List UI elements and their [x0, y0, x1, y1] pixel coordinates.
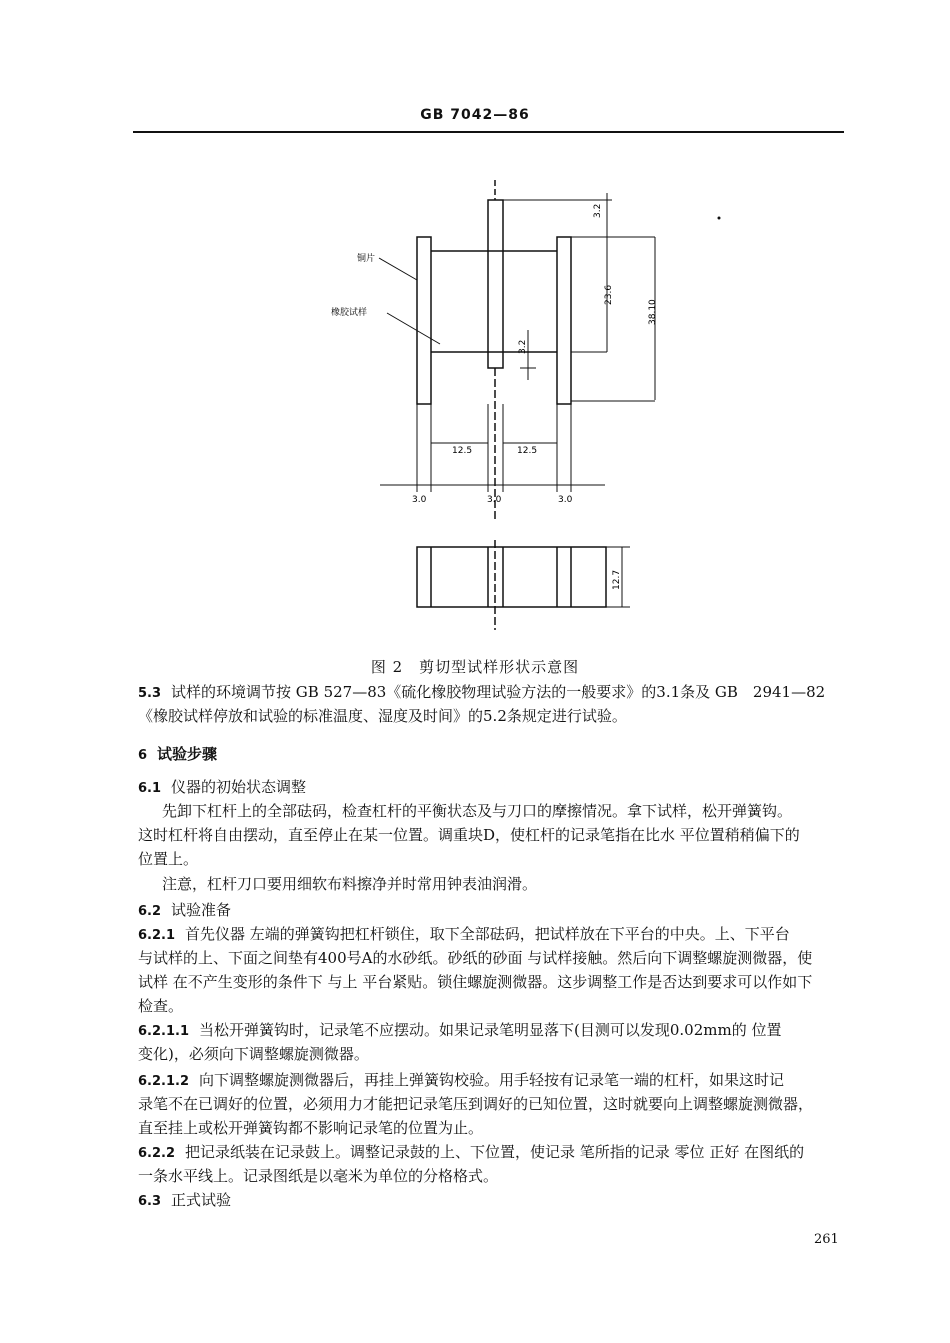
page-number: 261 — [814, 1232, 839, 1247]
dim-span-right: 12.5 — [517, 446, 538, 456]
para-6-1-line-3: 位置上。 — [138, 850, 199, 868]
dim-total: 38.10 — [648, 299, 658, 325]
dim-top: 3.2 — [593, 203, 603, 218]
dim-mid: 23.6 — [604, 284, 614, 305]
dim-gap: 3.2 — [518, 339, 528, 354]
dim-width: 12.7 — [612, 569, 622, 590]
para-6-1-line-1: 先卸下杠杆上的全部砝码，检查杠杆的平衡状态及与刀口的摩擦情况。拿下试样，松开弹簧钩。 — [162, 802, 793, 820]
para-6-1-note: 注意，杠杆刀口要用细软布料擦净并时常用钟表油润滑。 — [162, 875, 538, 893]
heading-6-3: 6.3 正式试验 — [138, 1191, 232, 1209]
dim-plate-right: 3.0 — [558, 495, 573, 505]
heading-6: 6 试验步骤 — [138, 745, 218, 763]
left-copper-plate — [417, 237, 431, 404]
para-6-2-2-line-2: 一条水平线上。记录图纸是以毫米为单位的分格格式。 — [138, 1167, 499, 1185]
para-6-2-1-line-1: 6.2.1 首先仪器 左端的弹簧钩把杠杆锁住，取下全部砝码，把试样放在下平台的中央。上、下平台 — [138, 925, 790, 943]
para-6-2-1-2-line-3: 直至挂上或松开弹簧钩都不影响记录笔的位置为止。 — [138, 1119, 484, 1137]
para-6-2-1-1-line-2: 变化)，必须向下调整螺旋测微器。 — [138, 1045, 369, 1063]
label-rubber: 橡胶试样 — [331, 308, 368, 318]
heading-6-1: 6.1 仪器的初始状态调整 — [138, 778, 307, 796]
figure-2-diagram — [0, 0, 950, 650]
para-6-2-1-2-line-2: 录笔不在已调好的位置，必须用力才能把记录笔压到调好的已知位置，这时就要向上调整螺旋测微器， — [138, 1095, 814, 1113]
para-6-2-1-line-3: 试样 在不产生变形的条件下 与上 平台紧贴。锁住螺旋测微器。这步调整工作是否达到要求可以作如下 — [138, 973, 813, 991]
dim-plate-left: 3.0 — [412, 495, 427, 505]
top-view-outline — [417, 547, 606, 607]
section-number: 5.3 — [138, 686, 162, 701]
rubber-leader — [387, 313, 440, 344]
para-6-1-line-2: 这时杠杆将自由摆动，直至停止在某一位置。调重块D，使杠杆的记录笔指在比水 平位置稍稍偏下的 — [138, 826, 800, 844]
para-6-2-1-line-2: 与试样的上、下面之间垫有400号A的水砂纸。砂纸的砂面 与试样接触。然后向下调整螺旋测微器，使 — [138, 949, 813, 967]
dim-plate-mid: 3.0 — [487, 495, 502, 505]
right-copper-plate — [557, 237, 571, 404]
copper-leader — [379, 258, 417, 280]
para-6-2-2-line-1: 6.2.2 把记录纸装在记录鼓上。调整记录鼓的上、下位置，使记录 笔所指的记录 零位 正好 在图纸的 — [138, 1143, 805, 1161]
para-6-2-1-1-line-1: 6.2.1.1 当松开弹簧钩时，记录笔不应摆动。如果记录笔明显落下(目测可以发现0.02mm的 位置 — [138, 1021, 782, 1039]
label-copper: 铜片 — [357, 254, 376, 264]
para-5-3-line-1: 5.3 试样的环境调节按 GB 527—83《硫化橡胶物理试验方法的一般要求》的3.1条及 GB 2941—82 — [138, 683, 826, 701]
para-6-2-1-2-line-1: 6.2.1.2 向下调整螺旋测微器后，再挂上弹簧钩校验。用手轻按有记录笔一端的杠杆，如果这时记 — [138, 1071, 785, 1089]
para-5-3-line-2: 《橡胶试样停放和试验的标准温度、湿度及时间》的5.2条规定进行试验。 — [138, 707, 627, 725]
dim-span-left: 12.5 — [452, 446, 473, 456]
center-copper-plate — [488, 200, 503, 368]
heading-6-2: 6.2 试验准备 — [138, 901, 232, 919]
figure-caption: 图 2 剪切型试样形状示意图 — [370, 658, 580, 676]
para-6-2-1-line-4: 检查。 — [138, 997, 184, 1015]
page-header: GB 7042—86 — [420, 107, 530, 123]
